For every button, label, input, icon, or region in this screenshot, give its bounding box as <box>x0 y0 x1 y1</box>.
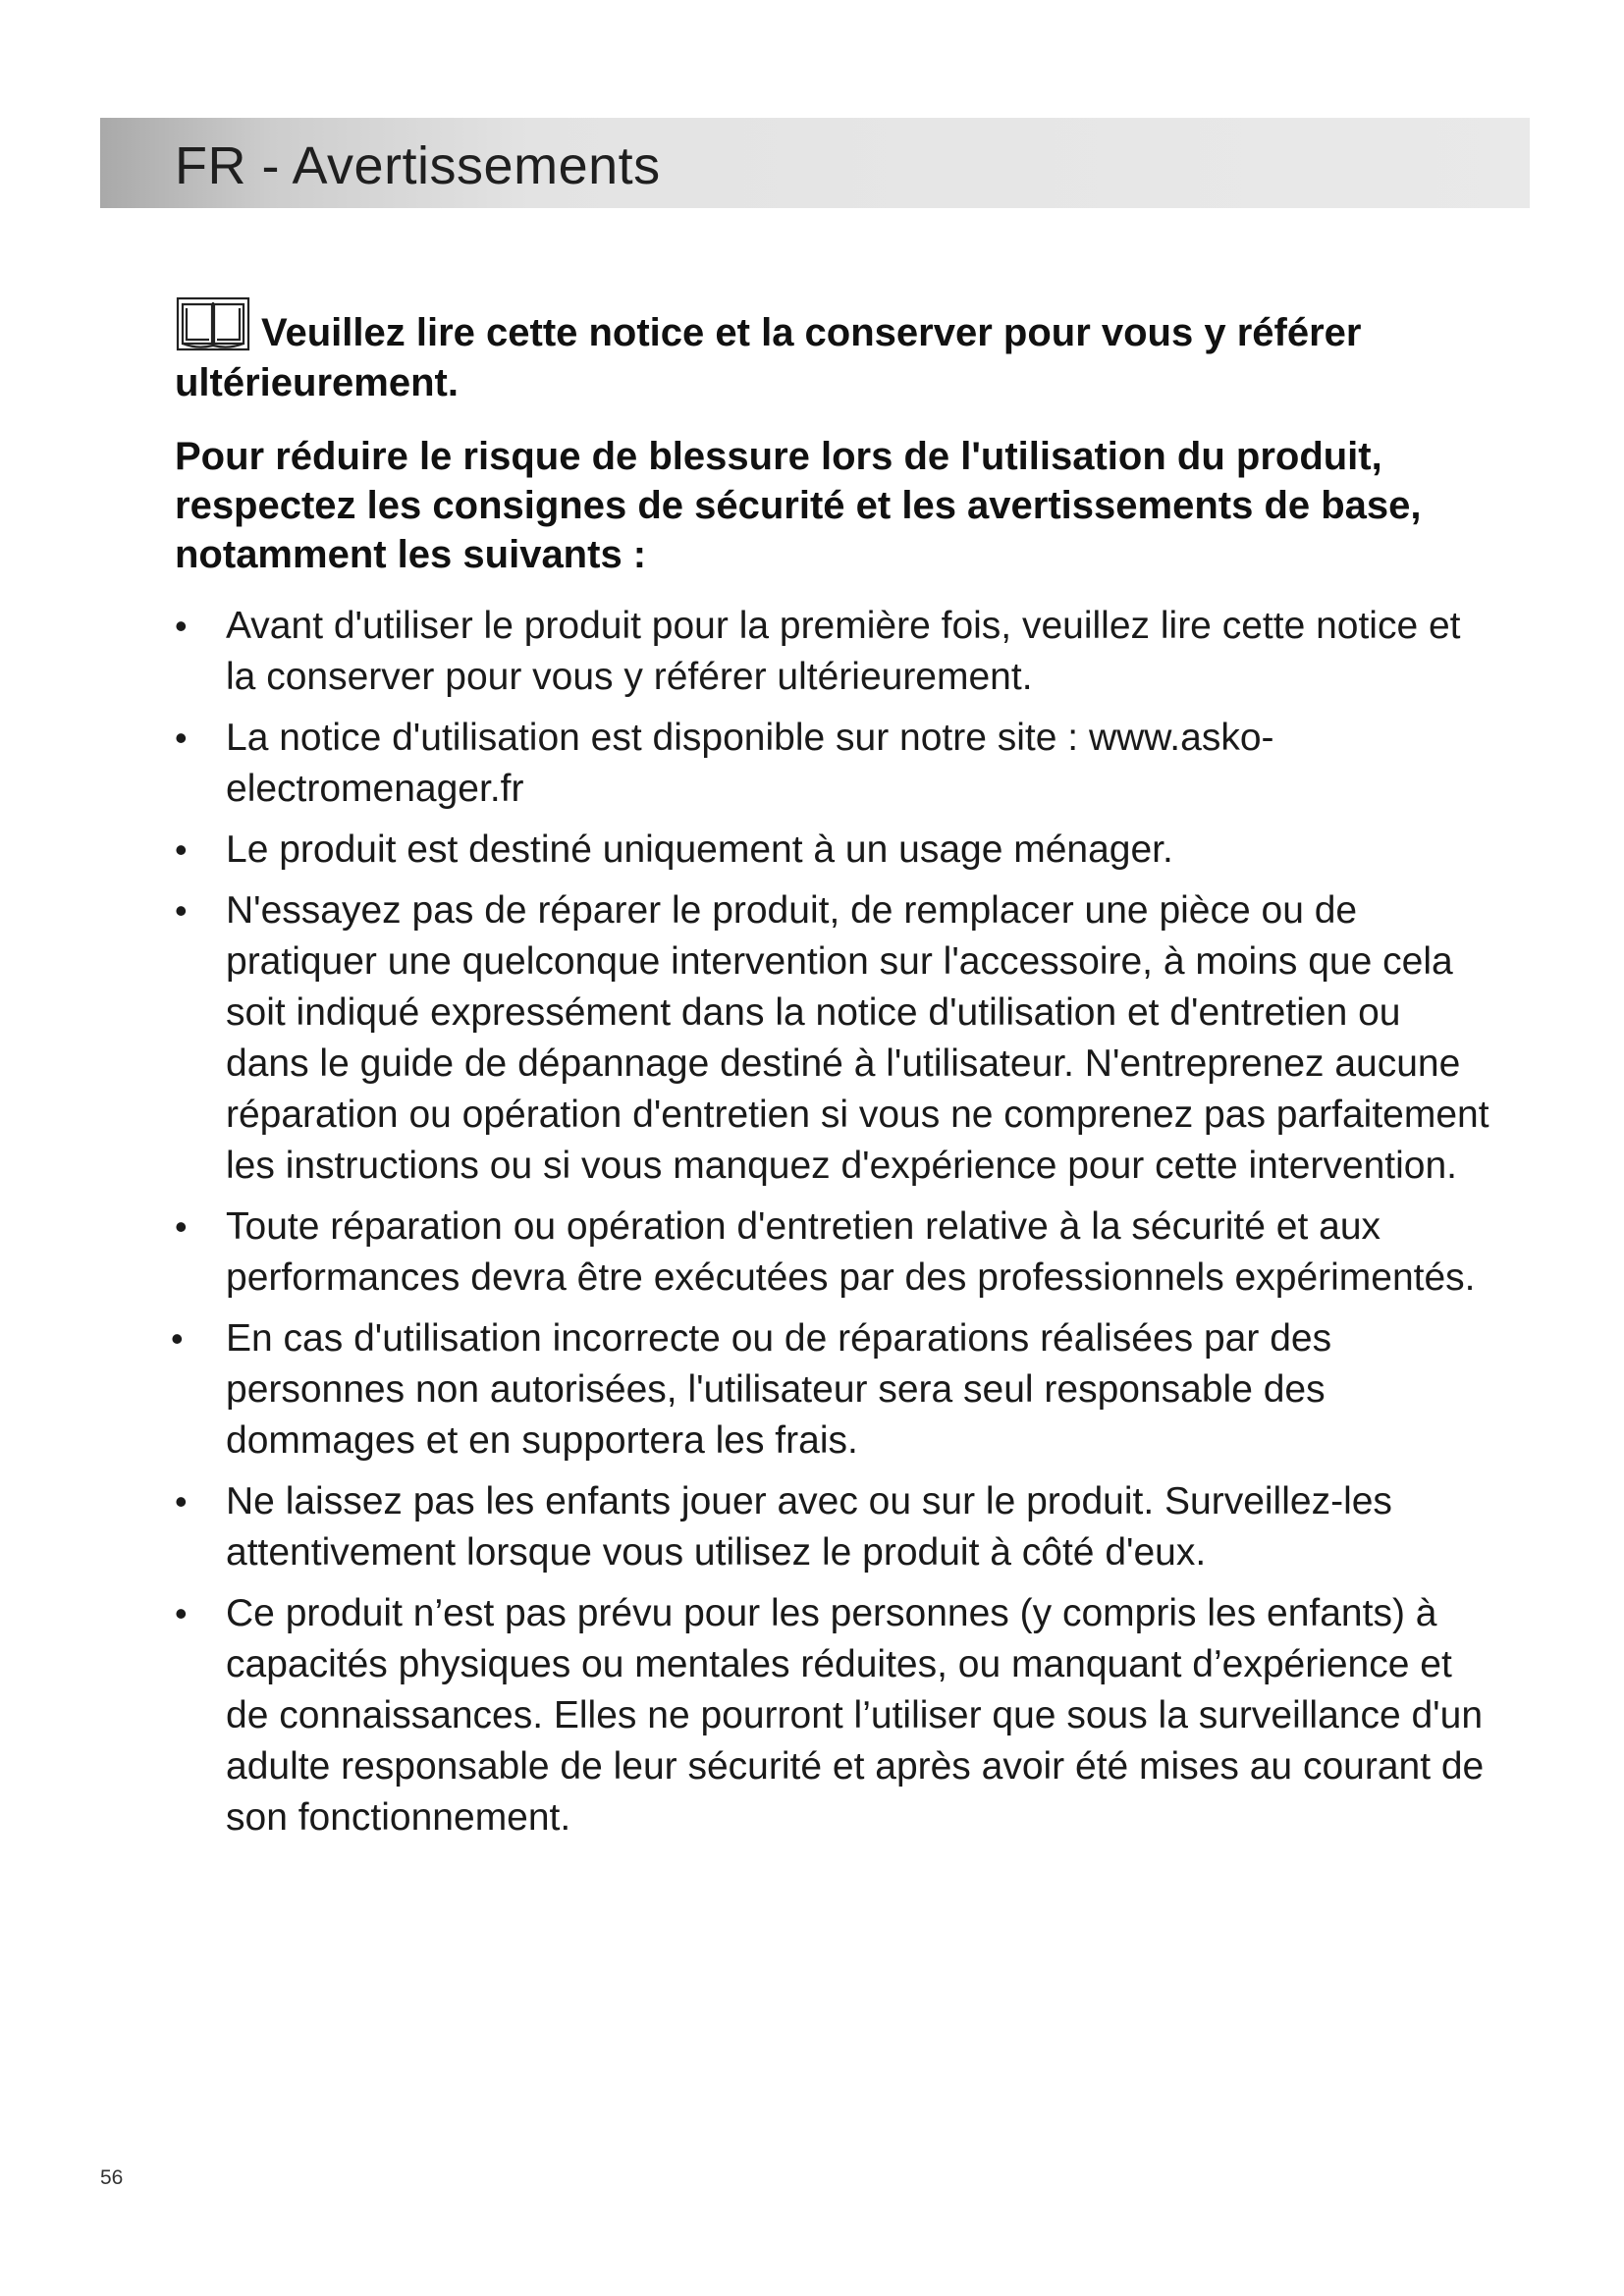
safety-lead-text: Pour réduire le risque de blessure lors de l'utilisation du produit, respectez les consignes de sécurité et les avertissements de base, notamment les suivants : <box>175 435 1422 576</box>
list-item-text: N'essayez pas de réparer le produit, de remplacer une pièce ou de pratiquer une quelconque intervention sur l'accessoire, à moins que cela soit indiqué expressément dans la notice d'utilisation et d'entretien ou dans le guide de dépannage destiné à l'utilisateur. N'entreprenez aucune réparation ou opération d'entretien si vous ne comprenez pas parfaitement les instructions ou si vous manquez d'expérience pour cette intervention. <box>226 889 1489 1187</box>
list-item-text: Avant d'utiliser le produit pour la première fois, veuillez lire cette notice et la conserver pour vous y référer ultérieurement. <box>226 605 1461 698</box>
section-title: FR - Avertissements <box>175 136 661 195</box>
read-notice-text: Veuillez lire cette notice et la conserver pour vous y référer ultérieurement. <box>175 311 1362 404</box>
bullet: • <box>175 1593 188 1633</box>
book-icon <box>175 294 251 353</box>
list-item <box>175 601 1490 703</box>
warnings-content <box>171 294 1490 1853</box>
read-notice-intro <box>175 294 1490 408</box>
list-item <box>175 1588 1490 1843</box>
bullet: • <box>175 829 188 870</box>
list-item <box>175 1476 1490 1578</box>
list-item <box>175 885 1490 1192</box>
list-item-text: Ne laissez pas les enfants jouer avec ou sur le produit. Surveillez-les attentivement lorsque vous utilisez le produit à côté d'eux. <box>226 1480 1392 1574</box>
list-item-text: En cas d'utilisation incorrecte ou de réparations réalisées par des personnes non autorisées, l'utilisateur sera seul responsable des dommages et en supportera les frais. <box>226 1317 1332 1462</box>
bullet: • <box>171 1318 184 1359</box>
bullet: • <box>175 1206 188 1247</box>
list-item-text: La notice d'utilisation est disponible sur notre site : www.asko-electromenager.fr <box>226 717 1274 810</box>
list-item-text: Le produit est destiné uniquement à un usage ménager. <box>226 828 1173 871</box>
list-item <box>175 825 1490 876</box>
page-number: 56 <box>100 2166 124 2189</box>
list-item <box>175 1201 1490 1304</box>
bullet: • <box>175 718 188 758</box>
list-item <box>175 713 1490 815</box>
list-item-text: Ce produit n’est pas prévu pour les personnes (y compris les enfants) à capacités physiques ou mentales réduites, ou manquant d’expérience et de connaissances. Elles ne pourront l’utiliser que sous la surveillance d'un adulte responsable de leur sécurité et après avoir été mises au courant de son fonctionnement. <box>226 1592 1485 1839</box>
bullet: • <box>175 606 188 646</box>
list-item <box>171 1313 1490 1467</box>
warning-list <box>171 601 1490 1843</box>
list-item-text: Toute réparation ou opération d'entretien relative à la sécurité et aux performances devra être exécutées par des professionnels expérimentés. <box>226 1205 1476 1299</box>
bullet: • <box>175 1481 188 1522</box>
bullet: • <box>175 890 188 931</box>
